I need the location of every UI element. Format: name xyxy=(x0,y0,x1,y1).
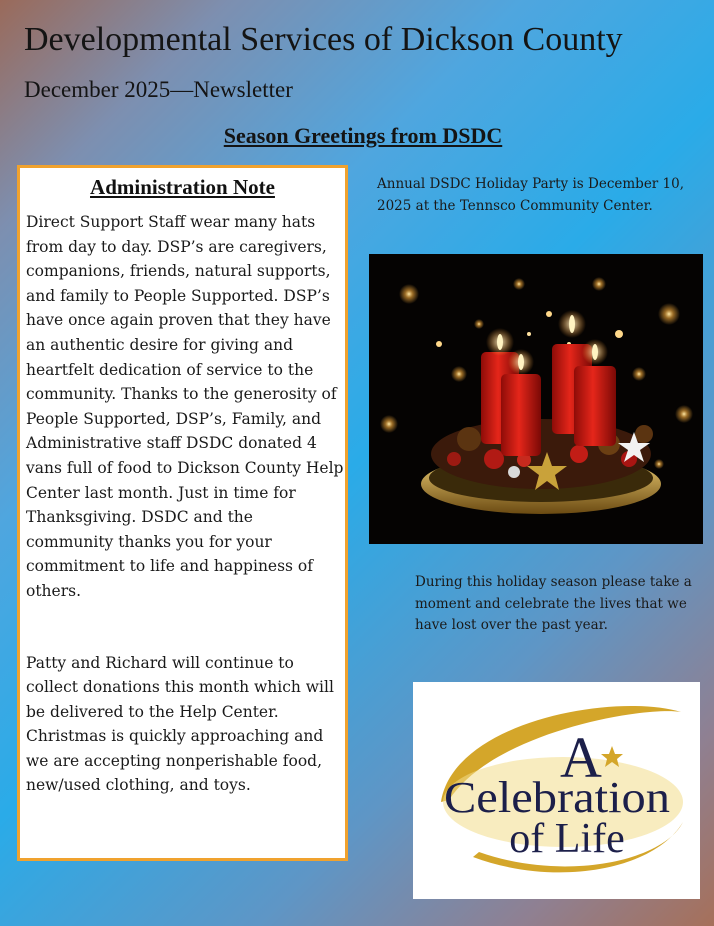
celebration-of-life-logo xyxy=(413,682,700,899)
advent-candles-photo xyxy=(369,254,703,544)
administration-note-heading: Administration Note xyxy=(90,175,275,199)
newsletter-title: Developmental Services of Dickson County xyxy=(24,21,623,58)
paragraph-spacer xyxy=(26,604,344,651)
logo-line-celebration: Celebration xyxy=(444,773,670,822)
logo-line-of-life: of Life xyxy=(509,816,625,862)
admin-paragraph-staff: Direct Support Staff wear many hats from day to day. DSP’s are caregivers, companions, friends, natural supports, and family to People Supported. DSP’s have once again proven that they have an authentic desire for giving and heartfelt dedication of service to the community. Thanks to the generosity of People Supported, DSP’s, Family, and Administrative staff DSDC donated 4 vans full of food to Dickson County Help Center last month. Just in time for Thanksgiving. DSDC and the community thanks you for your commitment to life and happiness of others. xyxy=(26,213,344,600)
administration-note-body xyxy=(26,210,344,798)
celebration-logo-art xyxy=(413,682,700,899)
issue-date-line: December 2025—Newsletter xyxy=(24,77,293,102)
admin-paragraph-donations: Patty and Richard will continue to collect donations this month which will be delivered to the Help Center. Christmas is quickly approaching and we are accepting nonperishable food, new/used clothing, and toys. xyxy=(26,653,334,795)
candle-illustration xyxy=(369,254,703,544)
administration-note-box xyxy=(17,165,348,861)
logo-line-a: A xyxy=(560,725,602,790)
holiday-party-announcement: Annual DSDC Holiday Party is December 10, 2025 at the Tennsco Community Center. xyxy=(377,176,685,214)
season-greeting-heading: Season Greetings from DSDC xyxy=(223,123,503,148)
memorial-note: During this holiday season please take a moment and celebrate the lives that we have lost over the past year. xyxy=(415,574,692,633)
